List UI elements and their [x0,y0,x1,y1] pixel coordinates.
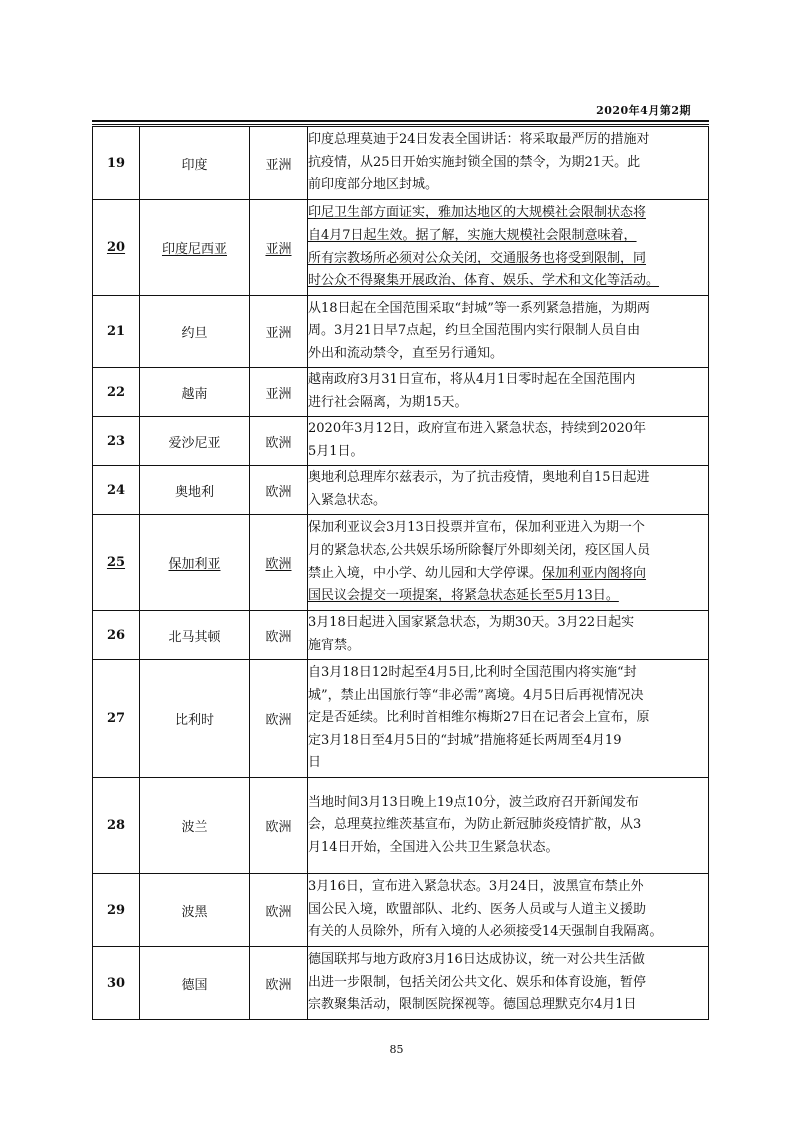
continent-name: 欧洲 [250,515,308,611]
country-name: 波黑 [140,874,250,947]
row-number: 24 [93,466,140,515]
measures-table [92,126,709,1020]
measure-text: 德国联邦与地方政府3月16日达成协议，统一对公共生活做 出进一步限制，包括关闭公共文化、娱乐和体育设施，暂停 宗教聚集活动，限制医院探视等。德国总理默克尔4月1日 [308,947,709,1020]
row-number: 28 [93,778,140,874]
measure-text: 保加利亚议会3月13日投票并宣布，保加利亚进入为期一个 月的紧急状态,公共娱乐场所除餐厅外即刻关闭，疫区国人员 禁止入境，中小学、幼儿园和大学停课。保加利亚内阁将向 国民议会提交一项提案，将紧急状态延长至5月13日。 [308,515,709,611]
measure-text: 从18日起在全国范围采取“封城”等一系列紧急措施，为期两 周。3月21日早7点起，约旦全国范围内实行限制人员自由 外出和流动禁令，直至另行通知。 [308,296,709,368]
row-number: 20 [93,200,140,296]
country-name: 奥地利 [140,466,250,515]
row-number: 27 [93,660,140,778]
country-name: 德国 [140,947,250,1020]
measure-text: 3月18日起进入国家紧急状态，为期30天。3月22日起实 施宵禁。 [308,611,709,660]
continent-name: 亚洲 [250,127,308,200]
header-rule-thin [92,124,709,125]
header-rule-thick [92,120,709,122]
country-name: 保加利亚 [140,515,250,611]
page-number: 85 [389,1043,404,1056]
table-row [93,368,709,417]
country-name: 爱沙尼亚 [140,417,250,466]
table-row [93,874,709,947]
country-name: 比利时 [140,660,250,778]
continent-name: 欧洲 [250,466,308,515]
table-row [93,778,709,874]
continent-name: 欧洲 [250,611,308,660]
table-row [93,200,709,296]
continent-name: 欧洲 [250,778,308,874]
table-row [93,127,709,200]
country-name: 约旦 [140,296,250,368]
table-row [93,417,709,466]
table-row [93,947,709,1020]
continent-name: 亚洲 [250,368,308,417]
row-number: 30 [93,947,140,1020]
table-row [93,660,709,778]
table-row [93,296,709,368]
measure-text: 自3月18日12时起至4月5日,比利时全国范围内将实施“封 城”，禁止出国旅行等“非必需”离境。4月5日后再视情况决 定是否延续。比利时首相维尔梅斯27日在记者会上宣布，原 定3月18日至4月5日的“封城”措施将延长两周至4月19 日 [308,660,709,778]
continent-name: 亚洲 [250,200,308,296]
continent-name: 亚洲 [250,296,308,368]
country-name: 印度尼西亚 [140,200,250,296]
table-row [93,466,709,515]
measure-text: 当地时间3月13日晚上19点10分，波兰政府召开新闻发布 会，总理莫拉维茨基宣布，为防止新冠肺炎疫情扩散，从3 月14日开始，全国进入公共卫生紧急状态。 [308,778,709,874]
row-number: 26 [93,611,140,660]
country-name: 越南 [140,368,250,417]
country-name: 印度 [140,127,250,200]
country-name: 北马其顿 [140,611,250,660]
row-number: 21 [93,296,140,368]
measure-text: 3月16日，宣布进入紧急状态。3月24日，波黑宣布禁止外 国公民入境，欧盟部队、北约、医务人员或与人道主义援助 有关的人员除外，所有入境的人必须接受14天强制自我隔离。 [308,874,709,947]
row-number: 19 [93,127,140,200]
row-number: 25 [93,515,140,611]
row-number: 22 [93,368,140,417]
continent-name: 欧洲 [250,874,308,947]
measure-text: 奥地利总理库尔兹表示，为了抗击疫情，奥地利自15日起进 入紧急状态。 [308,466,709,515]
measure-text: 越南政府3月31日宣布，将从4月1日零时起在全国范围内 进行社会隔离，为期15天。 [308,368,709,417]
table-row [93,611,709,660]
row-number: 23 [93,417,140,466]
measure-text: 印尼卫生部方面证实，雅加达地区的大规模社会限制状态将 自4月7日起生效。据了解，实施大规模社会限制意味着， 所有宗教场所必须对公众关闭，交通服务也将受到限制，同 时公众不得聚集开展政治、体育、娱乐、学术和文化等活动。 [308,200,709,296]
country-name: 波兰 [140,778,250,874]
row-number: 29 [93,874,140,947]
continent-name: 欧洲 [250,417,308,466]
continent-name: 欧洲 [250,660,308,778]
table-row [93,515,709,611]
measure-text: 2020年3月12日，政府宣布进入紧急状态，持续到2020年 5月1日。 [308,417,709,466]
measure-text: 印度总理莫迪于24日发表全国讲话：将采取最严厉的措施对 抗疫情，从25日开始实施封锁全国的禁令，为期21天。此 前印度部分地区封城。 [308,127,709,200]
continent-name: 欧洲 [250,947,308,1020]
issue-label: 2020年4月第2期 [596,104,691,117]
